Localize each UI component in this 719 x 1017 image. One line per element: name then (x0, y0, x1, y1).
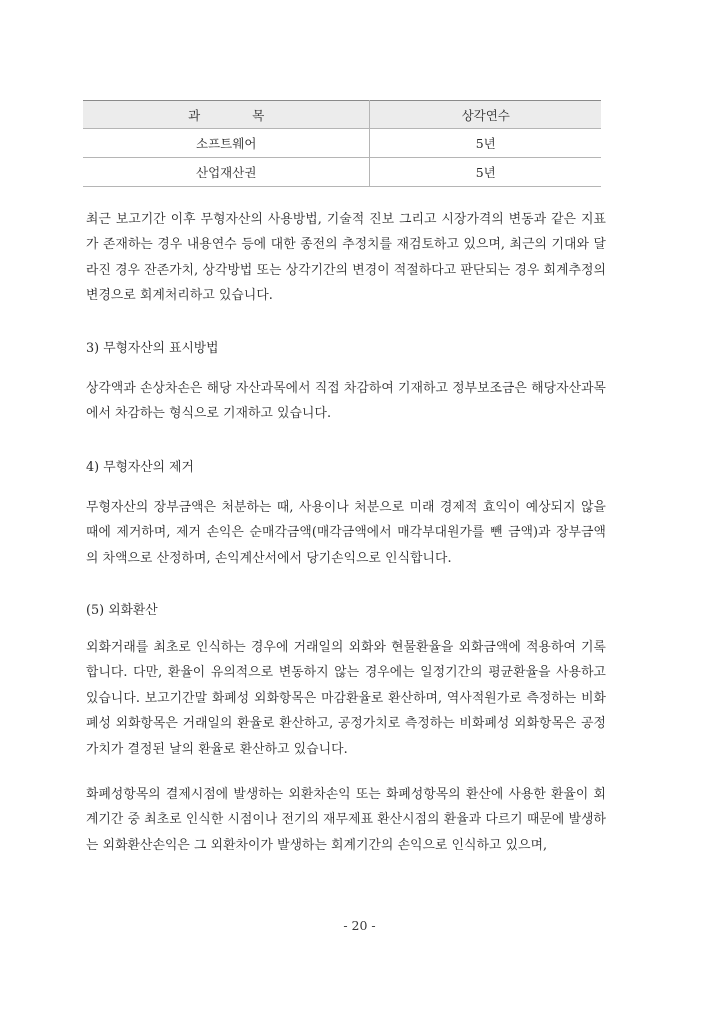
cell-subject: 소프트웨어 (83, 129, 370, 158)
heading-foreign-currency: (5) 외화환산 (86, 603, 158, 618)
paragraph-derecognition: 무형자산의 장부금액은 처분하는 때, 사용이나 처분으로 미래 경제적 효익이 예상되지 않을 때에 제거하며, 제거 손익은 순매각금액(매각금액에서 매각부대원가를 뺀 금액)과 장부금액의 차액으로 산정하며, 손익계산서에서 당기손익으로 인식합니다. (86, 500, 606, 566)
table-row (83, 158, 601, 187)
cell-life: 5년 (370, 129, 601, 158)
table-header-row (83, 101, 601, 129)
paragraph-exchange-differences: 화폐성항목의 결제시점에 발생하는 외환차손익 또는 화폐성항목의 환산에 사용한 환율이 회계기간 중 최초로 인식한 시점이나 전기의 재무제표 환산시점의 환율과 다르기 때문에 발생하는 외화환산손익은 그 외환차이가 발생하는 회계기간의 손익으로 인식하고 있으며, (86, 787, 606, 853)
paragraph-estimate-review: 최근 보고기간 이후 무형자산의 사용방법, 기술적 진보 그리고 시장가격의 변동과 같은 지표가 존재하는 경우 내용연수 등에 대한 종전의 추정치를 재검토하고 있으며, 최근의 기대와 달라진 경우 잔존가치, 상각방법 또는 상각기간의 변경이 적절하다고 판단되는 경우 회계추정의 변경으로 회계처리하고 있습니다. (86, 212, 606, 304)
header-subject-right: 목 (252, 107, 265, 123)
heading-presentation-method: 3) 무형자산의 표시방법 (86, 341, 219, 356)
cell-subject: 산업재산권 (83, 158, 370, 187)
table-row (83, 129, 601, 158)
paragraph-presentation-method: 상각액과 손상차손은 해당 자산과목에서 직접 차감하여 기재하고 정부보조금은 해당자산과목에서 차감하는 형식으로 기재하고 있습니다. (86, 381, 606, 422)
header-amortization-life: 상각연수 (370, 101, 601, 129)
cell-life: 5년 (370, 158, 601, 187)
header-subject-left: 과 (188, 107, 201, 123)
amortization-period-table (83, 100, 601, 187)
page-number: - 20 - (343, 918, 376, 933)
paragraph-foreign-currency-transactions: 외화거래를 최초로 인식하는 경우에 거래일의 외화와 현물환율을 외화금액에 적용하여 기록합니다. 다만, 환율이 유의적으로 변동하지 않는 경우에는 일정기간의 평균환율을 사용하고 있습니다. 보고기간말 화폐성 외화항목은 마감환율로 환산하며, 역사적원가로 측정하는 비화폐성 외화항목은 거래일의 환율로 환산하고, 공정가치로 측정하는 비화폐성 외화항목은 공정가치가 결정된 날의 환율로 환산하고 있습니다. (86, 640, 606, 757)
heading-derecognition: 4) 무형자산의 제거 (86, 460, 194, 475)
header-subject (83, 101, 370, 129)
